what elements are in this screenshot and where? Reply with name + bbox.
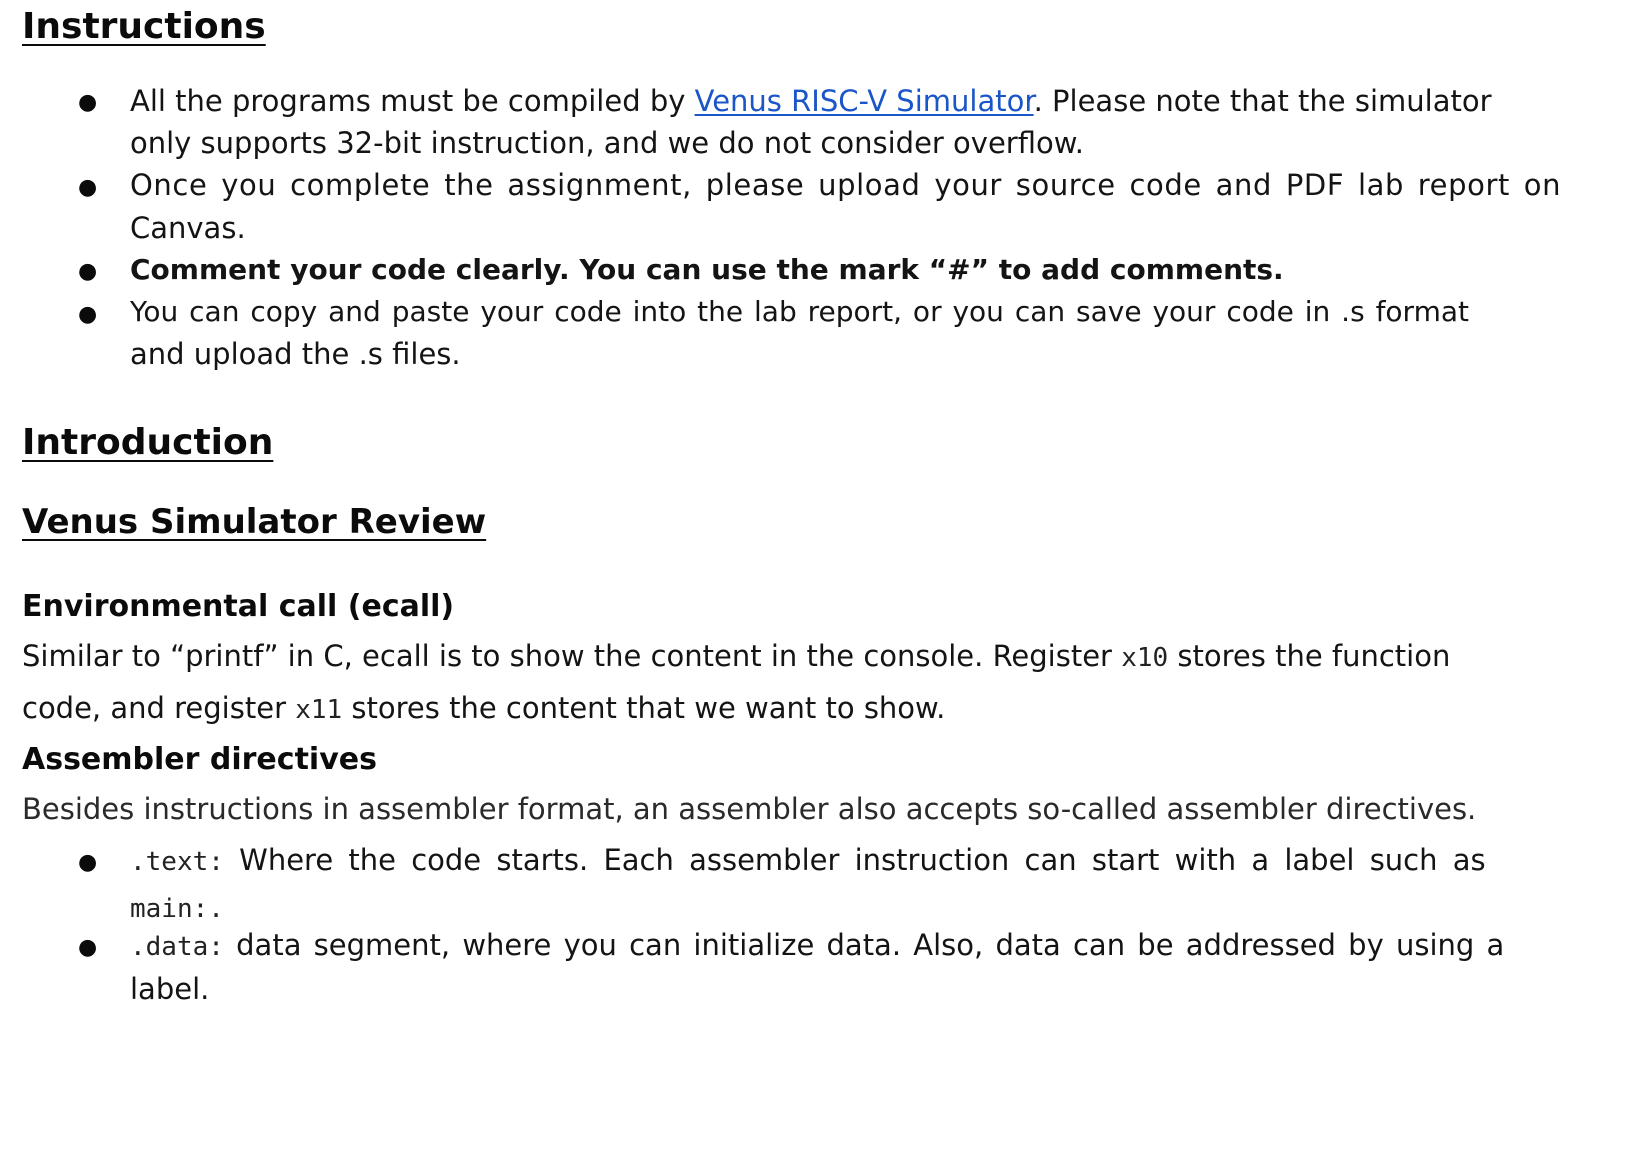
instruction-item-2-line2: Canvas.	[130, 211, 246, 245]
bullet-icon: ●	[78, 90, 98, 115]
ecall-paragraph-line1	[22, 639, 1602, 673]
directive-item-data-line1	[130, 928, 1530, 962]
bullet-icon: ●	[78, 935, 98, 960]
ecall-text-a: Similar to “printf” in C, ecall is to show the content in the console. Register	[22, 639, 1112, 673]
ecall-text-d: stores the content that we want to show.	[351, 691, 946, 725]
bullet-icon: ●	[78, 302, 98, 327]
directives-intro: Besides instructions in assembler format, an assembler also accepts so-called assembler directives.	[22, 792, 1477, 826]
directive-item-text-line1	[130, 843, 1530, 877]
instruction-item-3-line1: Comment your code clearly. You can use the mark “#” to add comments.	[130, 253, 1284, 286]
bullet-icon: ●	[78, 175, 98, 200]
instructions-heading: Instructions	[22, 6, 266, 47]
venus-simulator-link[interactable]: Venus RISC-V Simulator	[694, 84, 1034, 118]
instruction-item-4-line2: and upload the .s files.	[130, 337, 461, 371]
instruction-item-4-line1: You can copy and paste your code into the lab report, or you can save your code in .s format	[130, 295, 1469, 328]
data-directive-desc: data segment, where you can initialize data. Also, data can be addressed by using a	[236, 928, 1505, 962]
register-x10: x10	[1121, 643, 1169, 673]
text-directive-code: .text:	[130, 847, 224, 877]
ecall-text-c: code, and register	[22, 691, 286, 725]
assembler-directives-heading: Assembler directives	[22, 742, 377, 777]
ecall-paragraph-line2	[22, 691, 1602, 725]
venus-review-heading: Venus Simulator Review	[22, 502, 487, 542]
ecall-heading: Environmental call (ecall)	[22, 589, 455, 624]
directive-item-text-line2	[130, 890, 1530, 924]
directive-item-data-line2: label.	[130, 972, 210, 1006]
data-directive-code: .data:	[130, 932, 224, 962]
text-directive-desc: Where the code starts. Each assembler instruction can start with a label such as	[239, 843, 1486, 877]
introduction-heading: Introduction	[22, 422, 274, 463]
ecall-text-b: stores the function	[1177, 639, 1451, 673]
instruction-item-2-line1: Once you complete the assignment, please upload your source code and PDF lab report on	[130, 168, 1562, 202]
instruction-item-1-line2: only supports 32-bit instruction, and we do not consider overflow.	[130, 126, 1085, 160]
instruction-1-prefix: All the programs must be compiled by	[130, 84, 686, 118]
bullet-icon: ●	[78, 259, 98, 284]
instruction-item-1-line1	[130, 84, 1530, 118]
register-x11: x11	[295, 695, 343, 725]
instruction-1-suffix: . Please note that the simulator	[1033, 84, 1492, 118]
bullet-icon: ●	[78, 850, 98, 875]
main-label-code: main:.	[130, 894, 224, 924]
